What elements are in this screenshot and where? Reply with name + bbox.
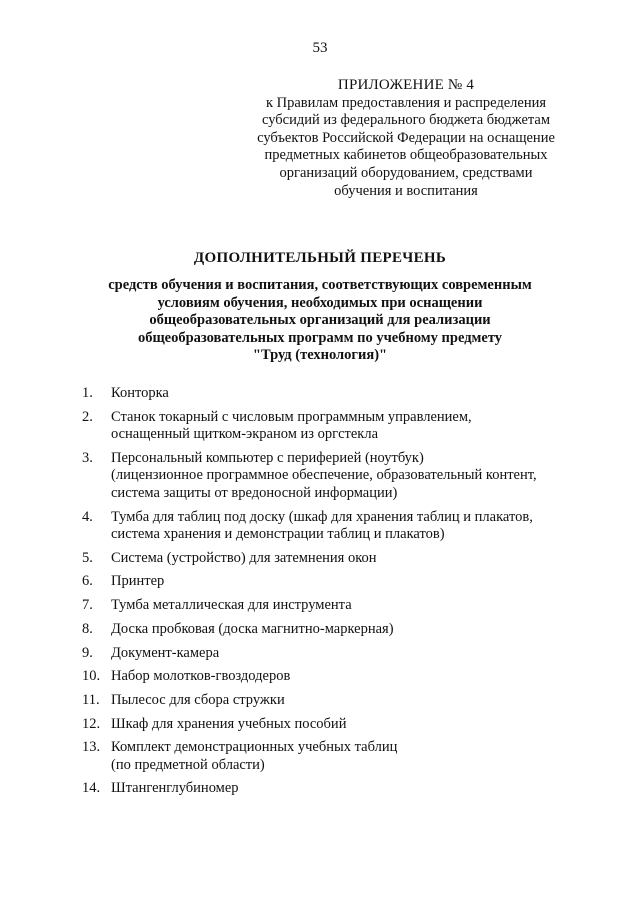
- item-number: 4.: [82, 508, 93, 525]
- item-line: Пылесос для сбора стружки: [111, 691, 285, 708]
- item-number: 8.: [82, 620, 93, 637]
- list-item: [82, 409, 582, 444]
- page-number: 53: [312, 40, 328, 56]
- item-number: 1.: [82, 385, 93, 401]
- subtitle-line: условиям обучения, необходимых при оснащении: [157, 294, 483, 311]
- item-text: [111, 621, 582, 639]
- list-item: [82, 645, 582, 663]
- list-item: [82, 573, 582, 591]
- item-text: [111, 450, 582, 503]
- item-text: [111, 385, 582, 403]
- list-item: [82, 780, 582, 798]
- item-text: [111, 780, 582, 798]
- list-item: [82, 597, 582, 615]
- subtitle-line: средств обучения и воспитания, соответствующих современным: [108, 277, 532, 293]
- list-item: [82, 739, 582, 774]
- item-text: [111, 716, 582, 734]
- list-item: [82, 385, 582, 403]
- list-item: [82, 509, 582, 544]
- item-number: 10.: [82, 668, 101, 685]
- document-title: ДОПОЛНИТЕЛЬНЫЙ ПЕРЕЧЕНЬ: [193, 250, 447, 266]
- item-line: (лицензионное программное обеспечение, образовательный контент,: [111, 467, 537, 484]
- item-line: Набор молотков-гвоздодеров: [111, 668, 291, 685]
- item-line: (по предметной области): [111, 756, 265, 773]
- appendix-line: к Правилам предоставления и распределения: [265, 94, 547, 111]
- item-number: 3.: [82, 449, 93, 466]
- list-item: [82, 692, 582, 710]
- item-number: 11.: [82, 691, 100, 708]
- item-number: 7.: [82, 597, 93, 614]
- item-text: [111, 550, 582, 568]
- subtitle-line: общеобразовательных программ по учебному предмету: [137, 329, 503, 346]
- item-line: Принтер: [111, 573, 165, 590]
- item-text: [111, 597, 582, 615]
- item-text: [111, 668, 582, 686]
- appendix-line: обучения и воспитания: [334, 182, 478, 199]
- item-text: [111, 409, 582, 444]
- item-line: Шкаф для хранения учебных пособий: [111, 715, 347, 732]
- item-line: Станок токарный с числовым программным управлением,: [111, 408, 472, 425]
- appendix-header: [232, 77, 580, 200]
- item-number: 12.: [82, 715, 101, 732]
- subtitle-line: "Труд (технология)": [252, 347, 388, 363]
- appendix-line: организаций оборудованием, средствами: [279, 164, 533, 181]
- item-line: Доска пробковая (доска магнитно-маркерная): [111, 620, 394, 637]
- appendix-line: субъектов Российской Федерации на оснащение: [257, 129, 555, 146]
- item-text: [111, 739, 582, 774]
- item-line: система хранения и демонстрации таблиц и плакатов): [111, 526, 445, 543]
- list-item: [82, 621, 582, 639]
- item-number: 6.: [82, 573, 93, 590]
- item-line: Документ-камера: [111, 644, 220, 661]
- equipment-list: [82, 385, 582, 804]
- appendix-title: ПРИЛОЖЕНИЕ № 4: [337, 77, 475, 93]
- list-item: [82, 450, 582, 503]
- item-line: Система (устройство) для затемнения окон: [111, 549, 377, 566]
- item-text: [111, 692, 582, 710]
- item-number: 9.: [82, 644, 93, 661]
- item-number: 2.: [82, 408, 93, 425]
- item-number: 13.: [82, 739, 101, 756]
- list-item: [82, 716, 582, 734]
- appendix-line: предметных кабинетов общеобразовательных: [264, 147, 548, 164]
- item-line: система защиты от вредоносной информации): [111, 484, 398, 501]
- document-subtitle: [80, 277, 560, 365]
- item-number: 14.: [82, 780, 101, 797]
- item-line: Тумба металлическая для инструмента: [111, 597, 352, 614]
- item-line: Тумба для таблиц под доску (шкаф для хранения таблиц и плакатов,: [111, 508, 533, 525]
- item-text: [111, 645, 582, 663]
- item-number: 5.: [82, 549, 93, 566]
- list-item: [82, 668, 582, 686]
- item-line: оснащенный щитком-экраном из оргстекла: [111, 426, 379, 443]
- item-text: [111, 573, 582, 591]
- item-line: Комплект демонстрационных учебных таблиц: [111, 739, 398, 756]
- item-text: [111, 509, 582, 544]
- item-line: Персональный компьютер с периферией (ноутбук): [111, 449, 424, 466]
- list-item: [82, 550, 582, 568]
- appendix-line: субсидий из федерального бюджета бюджетам: [261, 112, 551, 129]
- item-line: Штангенглубиномер: [111, 780, 239, 797]
- subtitle-line: общеобразовательных организаций для реализации: [149, 312, 491, 328]
- item-line: Конторка: [111, 385, 169, 401]
